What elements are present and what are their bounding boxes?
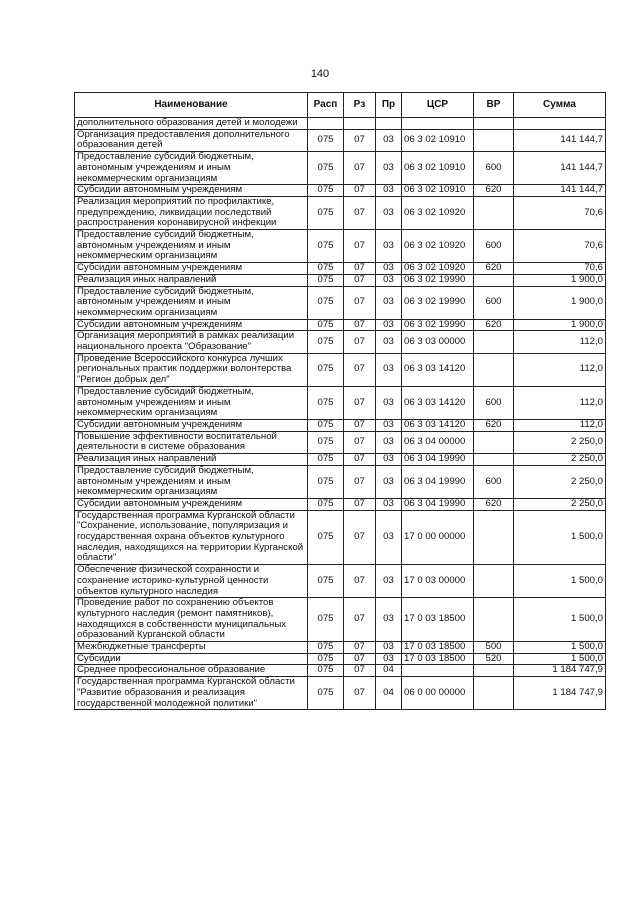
cell-sum: 112,0 bbox=[514, 353, 606, 386]
cell-csr: 06 3 03 00000 bbox=[402, 331, 474, 353]
cell-csr: 06 3 02 19990 bbox=[402, 286, 474, 319]
cell-pr: 03 bbox=[376, 152, 402, 185]
cell-name: Организация предоставления дополнительного образования детей bbox=[75, 129, 308, 151]
cell-name: Проведение Всероссийского конкурса лучших региональных практик поддержки волонтерства "Регион добрых дел" bbox=[75, 353, 308, 386]
cell-pr: 03 bbox=[376, 642, 402, 654]
cell-pr: 03 bbox=[376, 129, 402, 151]
table-row bbox=[75, 431, 606, 453]
cell-rz: 07 bbox=[344, 465, 376, 498]
cell-rz: 07 bbox=[344, 263, 376, 275]
cell-pr: 03 bbox=[376, 510, 402, 565]
table-row bbox=[75, 510, 606, 565]
cell-rz: 07 bbox=[344, 286, 376, 319]
cell-csr: 17 0 00 00000 bbox=[402, 510, 474, 565]
table-row bbox=[75, 129, 606, 151]
cell-name: Субсидии автономным учреждениям bbox=[75, 263, 308, 275]
cell-name: Субсидии автономным учреждениям bbox=[75, 419, 308, 431]
cell-vr: 600 bbox=[474, 386, 514, 419]
budget-table bbox=[74, 92, 606, 710]
cell-pr: 03 bbox=[376, 454, 402, 466]
cell-rasp: 075 bbox=[308, 286, 344, 319]
column-header-name: Наименование bbox=[75, 93, 308, 118]
cell-rz: 07 bbox=[344, 498, 376, 510]
cell-rasp: 075 bbox=[308, 152, 344, 185]
cell-vr bbox=[474, 565, 514, 598]
cell-sum: 1 500,0 bbox=[514, 598, 606, 642]
cell-rasp: 075 bbox=[308, 498, 344, 510]
cell-vr: 620 bbox=[474, 419, 514, 431]
cell-name: Предоставление субсидий бюджетным, автономным учреждениям и иным некоммерческим организациям bbox=[75, 465, 308, 498]
cell-sum: 2 250,0 bbox=[514, 454, 606, 466]
cell-rz: 07 bbox=[344, 196, 376, 229]
cell-sum bbox=[514, 118, 606, 130]
table-row bbox=[75, 319, 606, 331]
cell-rasp: 075 bbox=[308, 598, 344, 642]
cell-pr: 03 bbox=[376, 331, 402, 353]
cell-rasp: 075 bbox=[308, 465, 344, 498]
table-row bbox=[75, 565, 606, 598]
cell-pr: 03 bbox=[376, 419, 402, 431]
table-row bbox=[75, 263, 606, 275]
cell-csr: 06 3 04 19990 bbox=[402, 498, 474, 510]
cell-vr: 620 bbox=[474, 319, 514, 331]
cell-csr: 06 3 03 14120 bbox=[402, 419, 474, 431]
cell-sum: 2 250,0 bbox=[514, 465, 606, 498]
cell-pr: 03 bbox=[376, 286, 402, 319]
cell-csr: 06 3 02 19990 bbox=[402, 274, 474, 286]
cell-name: Субсидии bbox=[75, 653, 308, 665]
cell-vr bbox=[474, 274, 514, 286]
cell-name: Субсидии автономным учреждениям bbox=[75, 185, 308, 197]
cell-name: Государственная программа Курганской области "Развитие образования и реализация государственной молодежной политики" bbox=[75, 677, 308, 710]
cell-rz: 07 bbox=[344, 230, 376, 263]
cell-rz: 07 bbox=[344, 677, 376, 710]
cell-sum: 141 144,7 bbox=[514, 152, 606, 185]
table-row bbox=[75, 598, 606, 642]
cell-pr: 03 bbox=[376, 431, 402, 453]
cell-csr: 06 3 02 10920 bbox=[402, 196, 474, 229]
cell-pr: 03 bbox=[376, 196, 402, 229]
cell-rasp: 075 bbox=[308, 642, 344, 654]
cell-vr: 600 bbox=[474, 286, 514, 319]
cell-vr bbox=[474, 353, 514, 386]
table-row bbox=[75, 454, 606, 466]
cell-name: Среднее профессиональное образование bbox=[75, 665, 308, 677]
table-body bbox=[75, 118, 606, 710]
cell-pr: 03 bbox=[376, 565, 402, 598]
column-header-rasp: Расп bbox=[308, 93, 344, 118]
cell-pr: 03 bbox=[376, 319, 402, 331]
cell-rz: 07 bbox=[344, 353, 376, 386]
cell-rasp: 075 bbox=[308, 263, 344, 275]
cell-sum: 1 500,0 bbox=[514, 510, 606, 565]
cell-name: дополнительного образования детей и молодежи bbox=[75, 118, 308, 130]
cell-pr: 03 bbox=[376, 353, 402, 386]
cell-name: Предоставление субсидий бюджетным, автономным учреждениям и иным некоммерческим организациям bbox=[75, 230, 308, 263]
cell-rz: 07 bbox=[344, 565, 376, 598]
cell-sum: 2 250,0 bbox=[514, 498, 606, 510]
cell-vr bbox=[474, 598, 514, 642]
table-row bbox=[75, 196, 606, 229]
cell-name: Государственная программа Курганской области "Сохранение, использование, популяризация и государственная охрана объектов культурного наследия, находящихся на территории Курганской области" bbox=[75, 510, 308, 565]
cell-pr: 03 bbox=[376, 230, 402, 263]
cell-sum: 1 500,0 bbox=[514, 642, 606, 654]
table-row bbox=[75, 419, 606, 431]
cell-sum: 112,0 bbox=[514, 419, 606, 431]
cell-csr: 06 3 04 19990 bbox=[402, 454, 474, 466]
cell-csr: 06 3 02 10920 bbox=[402, 230, 474, 263]
table-header-row bbox=[75, 93, 606, 118]
table-row bbox=[75, 642, 606, 654]
cell-rasp: 075 bbox=[308, 319, 344, 331]
cell-rz: 07 bbox=[344, 331, 376, 353]
cell-rz: 07 bbox=[344, 319, 376, 331]
cell-name: Субсидии автономным учреждениям bbox=[75, 319, 308, 331]
table-row bbox=[75, 185, 606, 197]
cell-rz: 07 bbox=[344, 454, 376, 466]
cell-rasp: 075 bbox=[308, 274, 344, 286]
cell-rz: 07 bbox=[344, 665, 376, 677]
cell-pr: 03 bbox=[376, 185, 402, 197]
cell-vr bbox=[474, 431, 514, 453]
cell-rasp: 075 bbox=[308, 129, 344, 151]
cell-pr: 03 bbox=[376, 598, 402, 642]
cell-vr: 500 bbox=[474, 642, 514, 654]
cell-sum: 70,6 bbox=[514, 263, 606, 275]
table-row bbox=[75, 653, 606, 665]
column-header-vr: ВР bbox=[474, 93, 514, 118]
page-number: 140 bbox=[310, 68, 330, 80]
cell-csr: 06 3 02 10920 bbox=[402, 263, 474, 275]
cell-csr: 06 3 02 10910 bbox=[402, 152, 474, 185]
cell-csr: 06 3 04 19990 bbox=[402, 465, 474, 498]
cell-name: Предоставление субсидий бюджетным, автономным учреждениям и иным некоммерческим организациям bbox=[75, 152, 308, 185]
cell-vr bbox=[474, 331, 514, 353]
cell-rasp: 075 bbox=[308, 565, 344, 598]
cell-sum: 141 144,7 bbox=[514, 185, 606, 197]
cell-rz: 07 bbox=[344, 386, 376, 419]
cell-rasp: 075 bbox=[308, 419, 344, 431]
cell-sum: 112,0 bbox=[514, 331, 606, 353]
cell-rz: 07 bbox=[344, 274, 376, 286]
cell-sum: 70,6 bbox=[514, 196, 606, 229]
cell-vr: 520 bbox=[474, 653, 514, 665]
cell-vr: 600 bbox=[474, 465, 514, 498]
cell-name: Предоставление субсидий бюджетным, автономным учреждениям и иным некоммерческим организациям bbox=[75, 386, 308, 419]
cell-pr: 03 bbox=[376, 465, 402, 498]
cell-rasp bbox=[308, 118, 344, 130]
cell-vr bbox=[474, 118, 514, 130]
cell-pr: 03 bbox=[376, 386, 402, 419]
column-header-rz: Рз bbox=[344, 93, 376, 118]
cell-rasp: 075 bbox=[308, 431, 344, 453]
table-row bbox=[75, 274, 606, 286]
cell-rz: 07 bbox=[344, 185, 376, 197]
cell-sum: 1 184 747,9 bbox=[514, 677, 606, 710]
table-row bbox=[75, 230, 606, 263]
cell-rz: 07 bbox=[344, 598, 376, 642]
cell-csr bbox=[402, 118, 474, 130]
table-row bbox=[75, 498, 606, 510]
cell-csr: 06 3 04 00000 bbox=[402, 431, 474, 453]
cell-rz: 07 bbox=[344, 431, 376, 453]
cell-csr: 06 3 02 10910 bbox=[402, 129, 474, 151]
cell-name: Реализация иных направлений bbox=[75, 454, 308, 466]
column-header-sum: Сумма bbox=[514, 93, 606, 118]
cell-vr bbox=[474, 129, 514, 151]
cell-rasp: 075 bbox=[308, 185, 344, 197]
table-row bbox=[75, 286, 606, 319]
cell-sum: 1 500,0 bbox=[514, 565, 606, 598]
cell-rz: 07 bbox=[344, 510, 376, 565]
cell-name: Проведение работ по сохранению объектов культурного наследия (ремонт памятников), находящихся в собственности муниципальных образований Курганской области bbox=[75, 598, 308, 642]
cell-sum: 1 500,0 bbox=[514, 653, 606, 665]
cell-vr bbox=[474, 454, 514, 466]
cell-rasp: 075 bbox=[308, 386, 344, 419]
cell-pr: 04 bbox=[376, 665, 402, 677]
cell-pr: 03 bbox=[376, 274, 402, 286]
cell-rasp: 075 bbox=[308, 653, 344, 665]
column-header-pr: Пр bbox=[376, 93, 402, 118]
cell-vr bbox=[474, 677, 514, 710]
cell-name: Реализация мероприятий по профилактике, предупреждению, ликвидации последствий распространения коронавирусной инфекции bbox=[75, 196, 308, 229]
cell-vr bbox=[474, 510, 514, 565]
cell-rasp: 075 bbox=[308, 510, 344, 565]
cell-name: Предоставление субсидий бюджетным, автономным учреждениям и иным некоммерческим организациям bbox=[75, 286, 308, 319]
cell-name: Субсидии автономным учреждениям bbox=[75, 498, 308, 510]
cell-sum: 2 250,0 bbox=[514, 431, 606, 453]
cell-rasp: 075 bbox=[308, 196, 344, 229]
cell-sum: 1 900,0 bbox=[514, 274, 606, 286]
cell-rasp: 075 bbox=[308, 230, 344, 263]
cell-sum: 112,0 bbox=[514, 386, 606, 419]
cell-name: Обеспечение физической сохранности и сохранение историко-культурной ценности объектов культурного наследия bbox=[75, 565, 308, 598]
cell-rz bbox=[344, 118, 376, 130]
cell-csr: 17 0 03 18500 bbox=[402, 642, 474, 654]
cell-vr: 620 bbox=[474, 498, 514, 510]
table-row bbox=[75, 152, 606, 185]
cell-rasp: 075 bbox=[308, 353, 344, 386]
cell-rz: 07 bbox=[344, 129, 376, 151]
cell-rasp: 075 bbox=[308, 677, 344, 710]
table-row bbox=[75, 386, 606, 419]
cell-csr: 06 3 02 10910 bbox=[402, 185, 474, 197]
table-row bbox=[75, 677, 606, 710]
cell-rz: 07 bbox=[344, 152, 376, 185]
cell-sum: 1 900,0 bbox=[514, 319, 606, 331]
cell-vr: 620 bbox=[474, 263, 514, 275]
cell-pr: 03 bbox=[376, 653, 402, 665]
cell-rasp: 075 bbox=[308, 331, 344, 353]
cell-rasp: 075 bbox=[308, 665, 344, 677]
cell-pr: 04 bbox=[376, 677, 402, 710]
cell-name: Межбюджетные трансферты bbox=[75, 642, 308, 654]
column-header-csr: ЦСР bbox=[402, 93, 474, 118]
cell-vr: 600 bbox=[474, 152, 514, 185]
cell-name: Реализация иных направлений bbox=[75, 274, 308, 286]
table-row bbox=[75, 665, 606, 677]
cell-sum: 141 144,7 bbox=[514, 129, 606, 151]
cell-pr bbox=[376, 118, 402, 130]
cell-vr bbox=[474, 196, 514, 229]
cell-vr: 600 bbox=[474, 230, 514, 263]
cell-csr: 06 3 03 14120 bbox=[402, 386, 474, 419]
cell-rz: 07 bbox=[344, 419, 376, 431]
cell-pr: 03 bbox=[376, 263, 402, 275]
cell-pr: 03 bbox=[376, 498, 402, 510]
cell-sum: 1 184 747,9 bbox=[514, 665, 606, 677]
cell-vr bbox=[474, 665, 514, 677]
cell-name: Организация мероприятий в рамках реализации национального проекта "Образование" bbox=[75, 331, 308, 353]
cell-vr: 620 bbox=[474, 185, 514, 197]
cell-sum: 70,6 bbox=[514, 230, 606, 263]
table-row bbox=[75, 118, 606, 130]
cell-csr bbox=[402, 665, 474, 677]
cell-sum: 1 900,0 bbox=[514, 286, 606, 319]
cell-rasp: 075 bbox=[308, 454, 344, 466]
table-row bbox=[75, 465, 606, 498]
table-row bbox=[75, 331, 606, 353]
cell-rz: 07 bbox=[344, 642, 376, 654]
cell-rz: 07 bbox=[344, 653, 376, 665]
table-row bbox=[75, 353, 606, 386]
cell-csr: 06 3 02 19990 bbox=[402, 319, 474, 331]
cell-name: Повышение эффективности воспитательной деятельности в системе образования bbox=[75, 431, 308, 453]
cell-csr: 17 0 03 18500 bbox=[402, 598, 474, 642]
cell-csr: 06 0 00 00000 bbox=[402, 677, 474, 710]
cell-csr: 17 0 03 18500 bbox=[402, 653, 474, 665]
cell-csr: 17 0 03 00000 bbox=[402, 565, 474, 598]
cell-csr: 06 3 03 14120 bbox=[402, 353, 474, 386]
